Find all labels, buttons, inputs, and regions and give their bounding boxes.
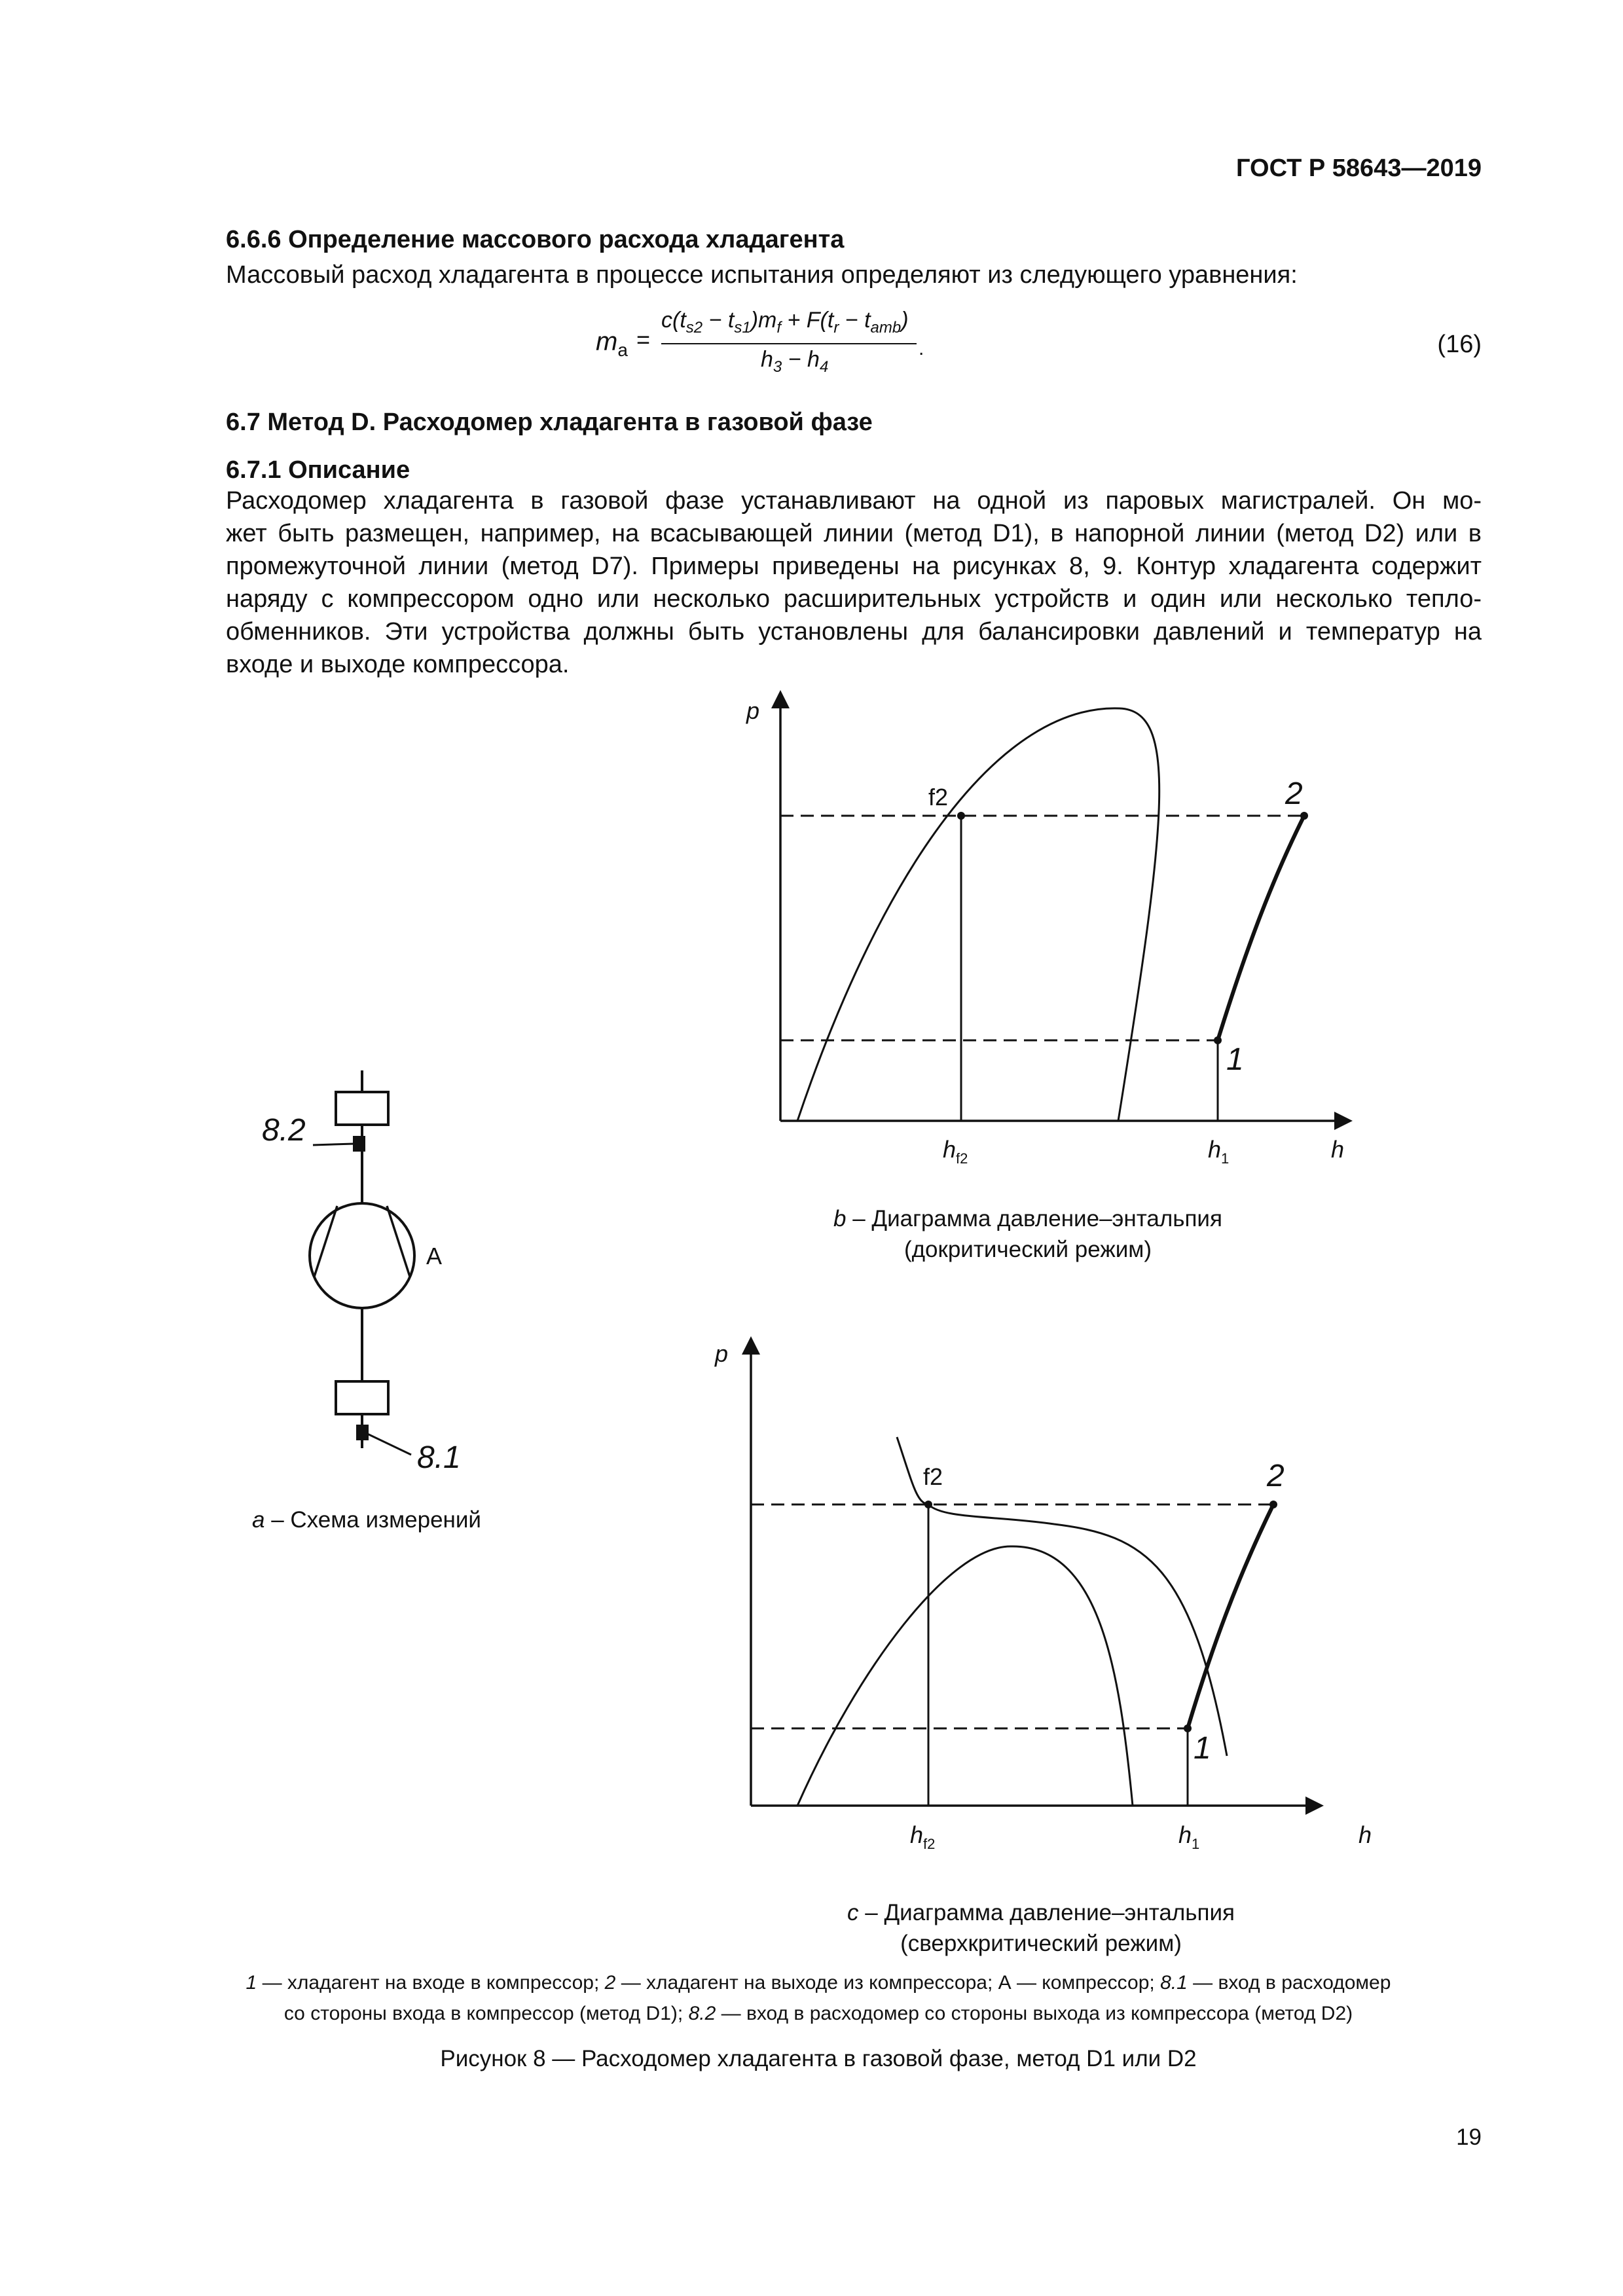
point-2-label-c: 2: [1267, 1459, 1285, 1493]
num-sub: r: [833, 318, 839, 337]
legend-term: 1: [246, 1972, 257, 1994]
body-line: промежуточной линии (метод D7). Примеры приведены на рисунках 8, 9. Контур хладагента содержит: [226, 553, 1482, 580]
measure-point-8-2: [354, 1137, 364, 1150]
point-2-label-b: 2: [1285, 776, 1303, 811]
caption-b-letter: b: [833, 1206, 847, 1231]
legend-term: 8.2: [688, 2003, 716, 2024]
num-part: − t: [702, 308, 735, 333]
num-sub: s1: [734, 318, 751, 337]
num-sub: f: [776, 318, 782, 337]
caption-c-line1: – Диаграмма давление–энтальпия: [858, 1900, 1235, 1925]
h1-main-b: h: [1208, 1136, 1222, 1163]
point-2-c: [1269, 1501, 1277, 1508]
hf2-sub-c: f2: [923, 1836, 936, 1852]
f2-label-c: f2: [923, 1463, 943, 1490]
saturation-dome-c: [797, 1546, 1133, 1806]
caption-a-text: – Схема измерений: [264, 1507, 481, 1533]
label-8-1: 8.1: [417, 1440, 461, 1475]
h-label-b: h: [1331, 1136, 1345, 1163]
equals-sign: =: [636, 326, 651, 353]
p-label-c: p: [715, 1340, 729, 1367]
compressor-symbol: [310, 1203, 414, 1308]
caption-b-line1: – Диаграмма давление–энтальпия: [846, 1206, 1222, 1231]
section-666-title: 6.6.6 Определение массового расхода хладагента: [226, 226, 845, 253]
den-sub: 3: [773, 357, 782, 376]
equation-number: (16): [1437, 331, 1482, 358]
h1-sub-b: 1: [1221, 1150, 1230, 1167]
legend-text: — хладагент на выходе из компрессора; А — компрессор;: [615, 1972, 1161, 1994]
hf2-tick-c: [910, 1821, 935, 1852]
h1-tick-b: [1208, 1136, 1229, 1167]
body-line: обменников. Эти устройства должны быть установлены для балансировки давлений и температур на: [226, 618, 1482, 646]
section-666-text: Массовый расход хладагента в процессе испытания определяют из следующего уравнения:: [226, 261, 1298, 289]
document-standard-number: ГОСТ Р 58643—2019: [1236, 155, 1482, 182]
flowmeter-box-bottom: [336, 1381, 388, 1414]
section-671-title: 6.7.1 Описание: [226, 456, 410, 484]
h1-main-c: h: [1178, 1821, 1192, 1848]
point-1-b: [1214, 1036, 1222, 1044]
legend-line-2: [151, 1998, 1486, 2029]
hf2-tick-b: [943, 1136, 968, 1167]
point-f2-b: [957, 812, 965, 820]
den-part: − h: [782, 347, 820, 372]
equation-period: .: [919, 338, 924, 359]
legend-text: — вход в расходомер со стороны выхода из компрессора (метод D2): [716, 2003, 1353, 2024]
equation-lhs-sub: a: [617, 340, 628, 360]
num-sub: s2: [685, 318, 703, 337]
den-part: h: [761, 347, 773, 372]
hf2-main-c: h: [910, 1821, 924, 1848]
den-sub: 4: [819, 357, 829, 376]
body-line: наряду с компрессором одно или несколько расширительных устройств и один или несколько тепло-: [226, 585, 1482, 613]
point-f2-c: [924, 1501, 932, 1508]
measurement-schematic: [310, 1070, 414, 1455]
figure-title: Рисунок 8 — Расходомер хладагента в газовой фазе, метод D1 или D2: [440, 2046, 1197, 2071]
num-part: )m: [750, 308, 777, 333]
num-part: + F(t: [781, 308, 834, 333]
point-1-label-c: 1: [1194, 1731, 1211, 1766]
page-number: 19: [1456, 2124, 1482, 2150]
p-label-b: p: [746, 697, 760, 724]
caption-c: [786, 1897, 1296, 1959]
figure-legend: [151, 1967, 1486, 2029]
compression-line-b: [1218, 816, 1304, 1040]
legend-text: со стороны входа в компрессор (метод D1);: [283, 2003, 689, 2024]
num-part: − t: [839, 308, 871, 333]
caption-c-line2: (сверхкритический режим): [900, 1931, 1182, 1956]
caption-b-line2: (докритический режим): [903, 1237, 1152, 1262]
f2-label-b: f2: [928, 784, 949, 811]
h-label-c: h: [1359, 1821, 1372, 1848]
point-2-b: [1300, 812, 1308, 820]
flowmeter-box-top: [336, 1092, 388, 1125]
point-1-c: [1184, 1724, 1192, 1732]
compression-line-c: [1188, 1504, 1273, 1728]
caption-a-letter: a: [252, 1507, 265, 1533]
label-compressor-a: A: [426, 1243, 443, 1269]
caption-a: [229, 1504, 504, 1535]
hf2-main-b: h: [943, 1136, 957, 1163]
num-sub: amb: [870, 318, 902, 337]
body-line: жет быть размещен, например, на всасывающей линии (метод D1), в напорной линии (метод D2) или в: [226, 520, 1482, 547]
label-8-2: 8.2: [262, 1113, 306, 1148]
legend-line-1: [151, 1967, 1486, 1998]
num-part: ): [901, 308, 909, 333]
legend-text: — хладагент на входе в компрессор;: [257, 1972, 605, 1994]
point-1-label-b: 1: [1226, 1042, 1244, 1077]
caption-b: [786, 1203, 1270, 1265]
ph-diagram-subcritical: [780, 699, 1343, 1121]
hf2-sub-b: f2: [956, 1150, 968, 1167]
measure-point-8-1: [357, 1426, 367, 1439]
section-67-title: 6.7 Метод D. Расходомер хладагента в газовой фазе: [226, 409, 873, 436]
legend-term: 2: [604, 1972, 616, 1994]
legend-term: 8.1: [1160, 1972, 1188, 1994]
saturation-dome-b: [797, 708, 1159, 1121]
equation-lhs: m: [596, 327, 618, 356]
legend-text: — вход в расходомер: [1187, 1972, 1391, 1994]
supercritical-isotherm-c: [897, 1437, 1227, 1756]
num-part: c(t: [661, 308, 686, 333]
body-line: входе и выходе компрессора.: [226, 651, 570, 678]
h1-tick-c: [1178, 1821, 1199, 1852]
caption-c-letter: c: [847, 1900, 859, 1925]
ph-diagram-supercritical: [751, 1345, 1315, 1806]
body-line: Расходомер хладагента в газовой фазе устанавливают на одной из паровых магистралей. Он мо-: [226, 487, 1482, 515]
h1-sub-c: 1: [1192, 1836, 1200, 1852]
